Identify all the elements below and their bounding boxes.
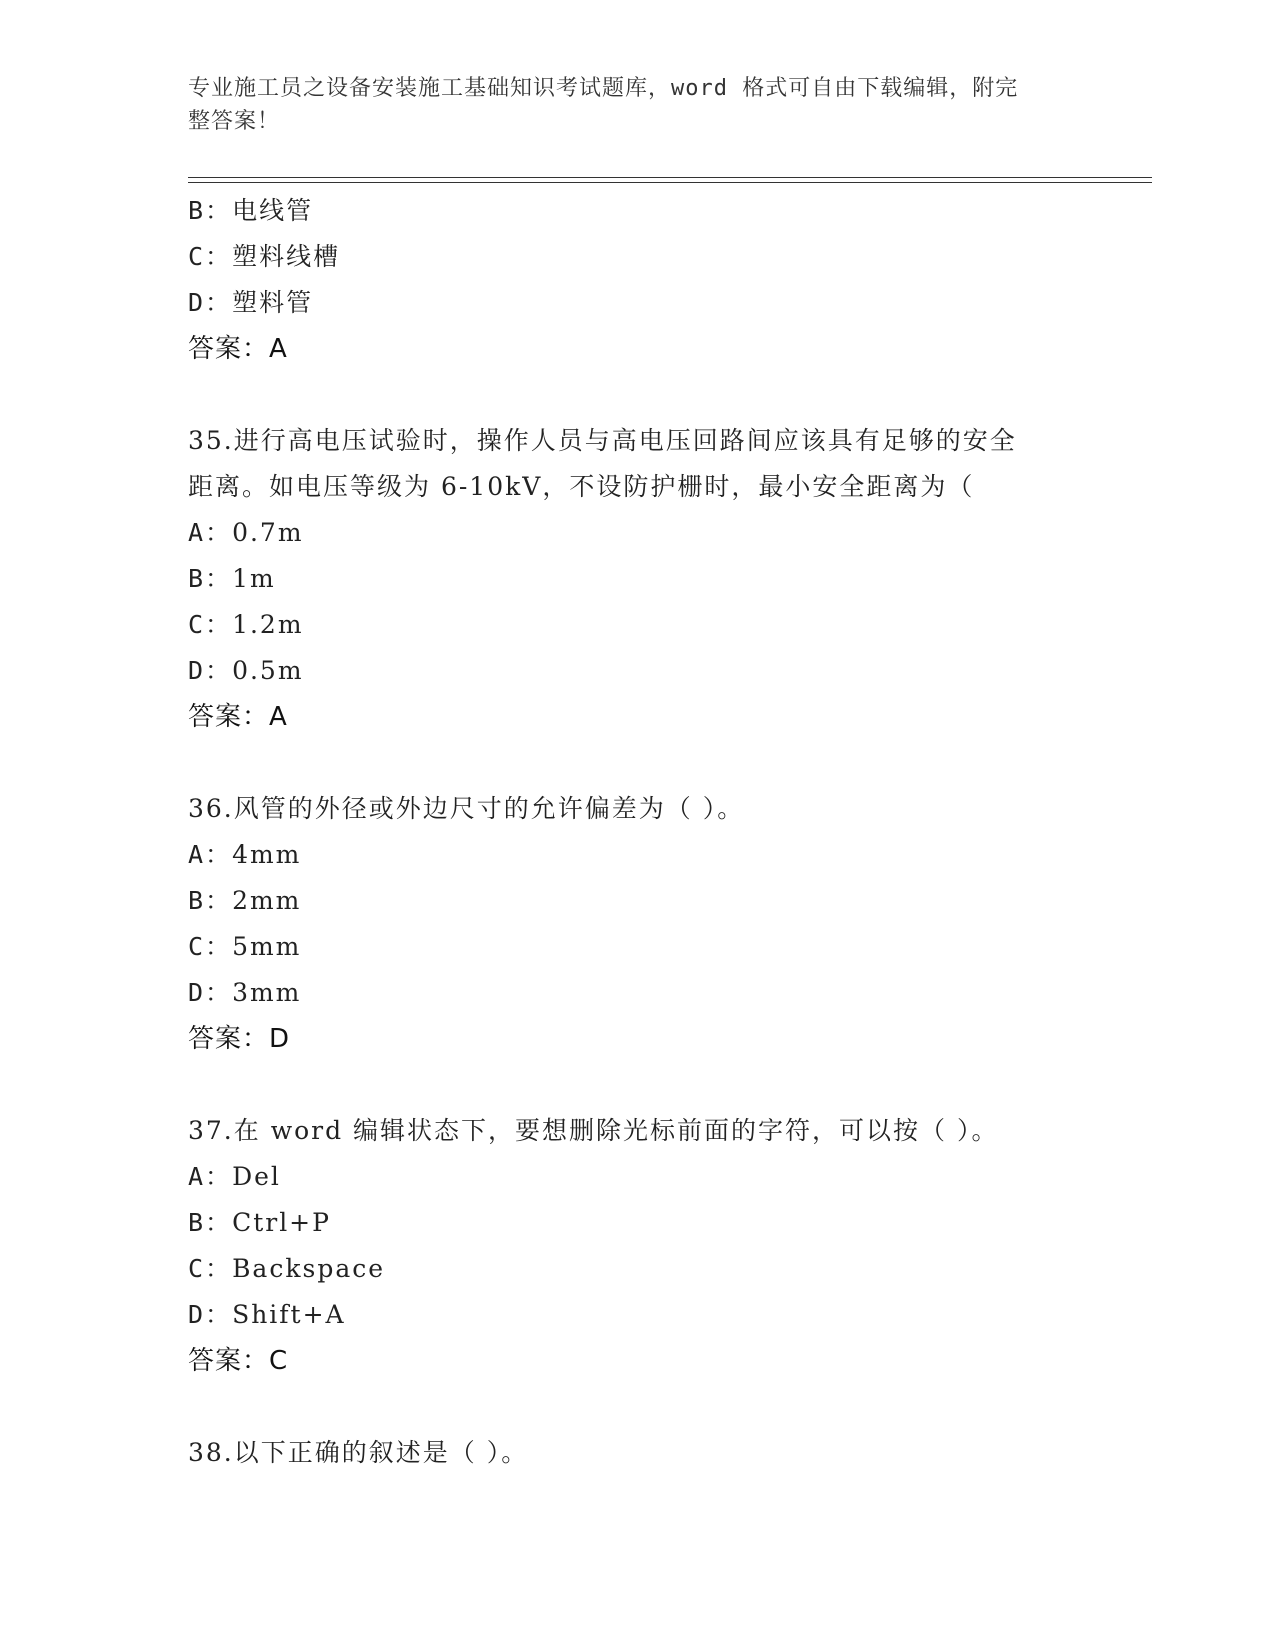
question-gap bbox=[188, 740, 1088, 786]
option-a: A：Del bbox=[188, 1162, 281, 1191]
answer-line: 答案：D bbox=[188, 1024, 291, 1054]
header-line-1: 专业施工员之设备安装施工基础知识考试题库，word 格式可自由下载编辑，附完 bbox=[188, 76, 1019, 101]
question-37 bbox=[188, 1108, 1088, 1384]
question-36 bbox=[188, 786, 1088, 1062]
option-a: A：0.7m bbox=[188, 518, 304, 547]
answer-line: 答案：C bbox=[188, 1346, 289, 1376]
option-d: D：塑料管 bbox=[188, 288, 314, 317]
header-line-2: 整答案！ bbox=[188, 109, 281, 134]
question-38 bbox=[188, 1430, 1088, 1476]
question-text-line: 距离。如电压等级为 6-10kV，不设防护栅时，最小安全距离为（ bbox=[188, 472, 975, 501]
document-header bbox=[188, 72, 1068, 138]
answer-line: 答案：A bbox=[188, 702, 288, 732]
option-d: D：3mm bbox=[188, 978, 302, 1007]
option-b: B：1m bbox=[188, 564, 276, 593]
question-35 bbox=[188, 418, 1088, 740]
option-d: D：0.5m bbox=[188, 656, 304, 685]
question-gap bbox=[188, 372, 1088, 418]
option-b: B：电线管 bbox=[188, 196, 314, 225]
question-gap bbox=[188, 1384, 1088, 1430]
option-b: B：2mm bbox=[188, 886, 302, 915]
question-34-tail bbox=[188, 188, 1088, 372]
option-c: C：5mm bbox=[188, 932, 302, 961]
option-b: B：Ctrl+P bbox=[188, 1208, 331, 1237]
question-list bbox=[188, 188, 1088, 1476]
question-text-line: 35.进行高电压试验时，操作人员与高电压回路间应该具有足够的安全 bbox=[188, 426, 1017, 455]
option-c: C：1.2m bbox=[188, 610, 304, 639]
option-c: C：塑料线槽 bbox=[188, 242, 341, 271]
header-rule-bottom bbox=[188, 182, 1152, 183]
question-text-line: 36.风管的外径或外边尺寸的允许偏差为（ ）。 bbox=[188, 794, 745, 823]
option-d: D：Shift+A bbox=[188, 1300, 346, 1329]
option-c: C：Backspace bbox=[188, 1254, 386, 1283]
question-gap bbox=[188, 1062, 1088, 1108]
option-a: A：4mm bbox=[188, 840, 302, 869]
question-text-line: 38.以下正确的叙述是（ ）。 bbox=[188, 1438, 529, 1467]
question-text-line: 37.在 word 编辑状态下，要想删除光标前面的字符，可以按（ ）。 bbox=[188, 1116, 999, 1145]
answer-line: 答案：A bbox=[188, 334, 288, 364]
header-rule-top bbox=[188, 177, 1152, 178]
